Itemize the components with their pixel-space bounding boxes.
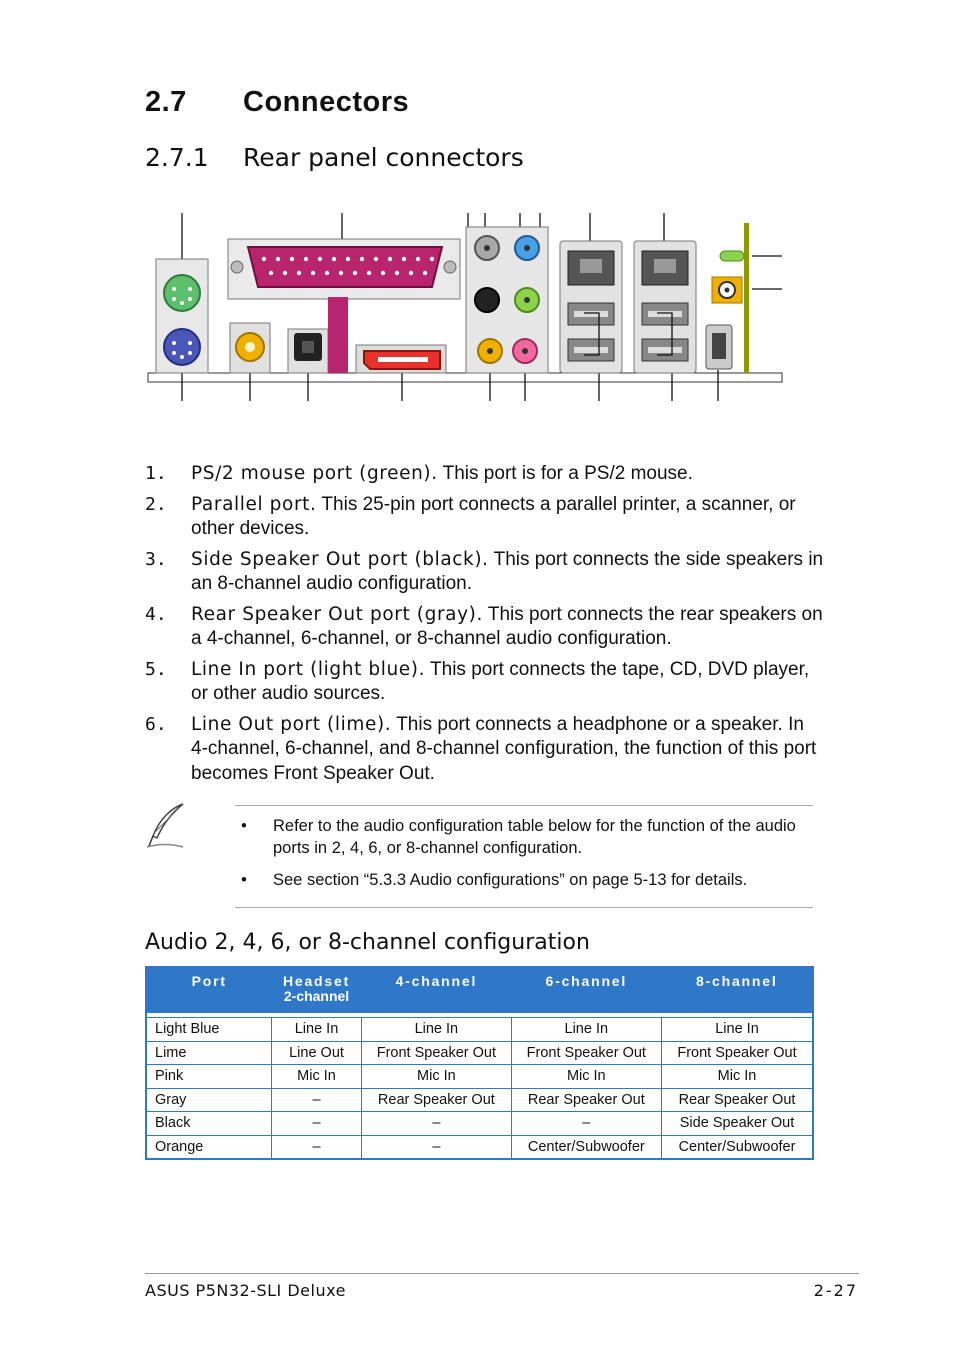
note-box: [235, 805, 813, 908]
feather-pen-icon: [143, 802, 187, 850]
table-row: Black – – – Side Speaker Out: [146, 1112, 813, 1136]
subsection-title: Rear panel connectors: [243, 143, 524, 172]
ps2-keyboard-port: [164, 329, 200, 365]
list-item: 3. Side Speaker Out port (black). This port connects the side speakers in an 8-channel audio configuration.: [145, 548, 824, 594]
table-row: Light Blue Line In Line In Line In Line In: [146, 1018, 813, 1042]
coaxial-spdif-port: [230, 323, 270, 373]
audio-side-speaker-black: [475, 288, 499, 312]
subsection-heading: [145, 143, 524, 172]
connector-list: [145, 462, 825, 792]
section-number: 2.7: [145, 86, 187, 118]
io-panel-base: [148, 373, 782, 382]
column-header: 8-channel: [662, 967, 813, 1013]
list-item: 1. PS/2 mouse port (green). This port is for a PS/2 mouse.: [145, 463, 693, 484]
footer-product-name: ASUS P5N32-SLI Deluxe: [145, 1281, 346, 1300]
list-item: 5. Line In port (light blue). This port connects the tape, CD, DVD player, or other audio sources.: [145, 658, 810, 704]
esata-port: [356, 345, 446, 373]
ps2-mouse-port: [164, 275, 200, 311]
list-item: 4. Rear Speaker Out port (gray). This port connects the rear speakers on a 4-channel, 6-channel, or 8-channel audio configuration.: [145, 603, 823, 649]
note-bullet: • Refer to the audio configuration table below for the function of the audio ports in 2, 4, 6, or 8-channel configuration.: [235, 815, 813, 859]
section-heading: [145, 86, 409, 119]
ieee1394-port: [706, 325, 732, 369]
column-header: 4-channel: [362, 967, 511, 1013]
column-header: Port: [146, 967, 271, 1013]
lan-usb-stack-1: [560, 241, 622, 373]
table-header-row: [146, 967, 813, 1013]
list-item: 6. Line Out port (lime). This port connects a headphone or a speaker. In 4-channel, 6-channel, and 8-channel configuration, the function of this port becomes Front Speaker Out.: [145, 713, 817, 784]
audio-ports: [466, 227, 548, 373]
column-header: 6-channel: [511, 967, 661, 1013]
list-item: 2. Parallel port. This 25-pin port connects a parallel printer, a scanner, or other devices.: [145, 493, 796, 539]
footer-page-number: 2-27: [813, 1281, 858, 1300]
footer-divider: [145, 1273, 859, 1274]
ps2-ports: [156, 259, 208, 373]
table-row: Lime Line Out Front Speaker Out Front Speaker Out Front Speaker Out: [146, 1041, 813, 1065]
audio-config-table: [145, 966, 814, 1160]
column-header: Headset 2-channel: [271, 967, 361, 1013]
section-title: Connectors: [243, 86, 410, 118]
lan-usb-stack-2: [634, 241, 696, 373]
table-row: Orange – – Center/Subwoofer Center/Subwoofer: [146, 1135, 813, 1159]
subsection-number: 2.7.1: [145, 143, 209, 172]
table-row: Gray – Rear Speaker Out Rear Speaker Out Rear Speaker Out: [146, 1088, 813, 1112]
rear-panel-diagram: [140, 205, 790, 405]
optical-spdif-port: [288, 329, 328, 373]
note-bullet: • See section “5.3.3 Audio configurations” on page 5-13 for details.: [235, 869, 813, 891]
table-title: Audio 2, 4, 6, or 8-channel configuration: [145, 930, 590, 955]
table-row: Pink Mic In Mic In Mic In Mic In: [146, 1065, 813, 1089]
